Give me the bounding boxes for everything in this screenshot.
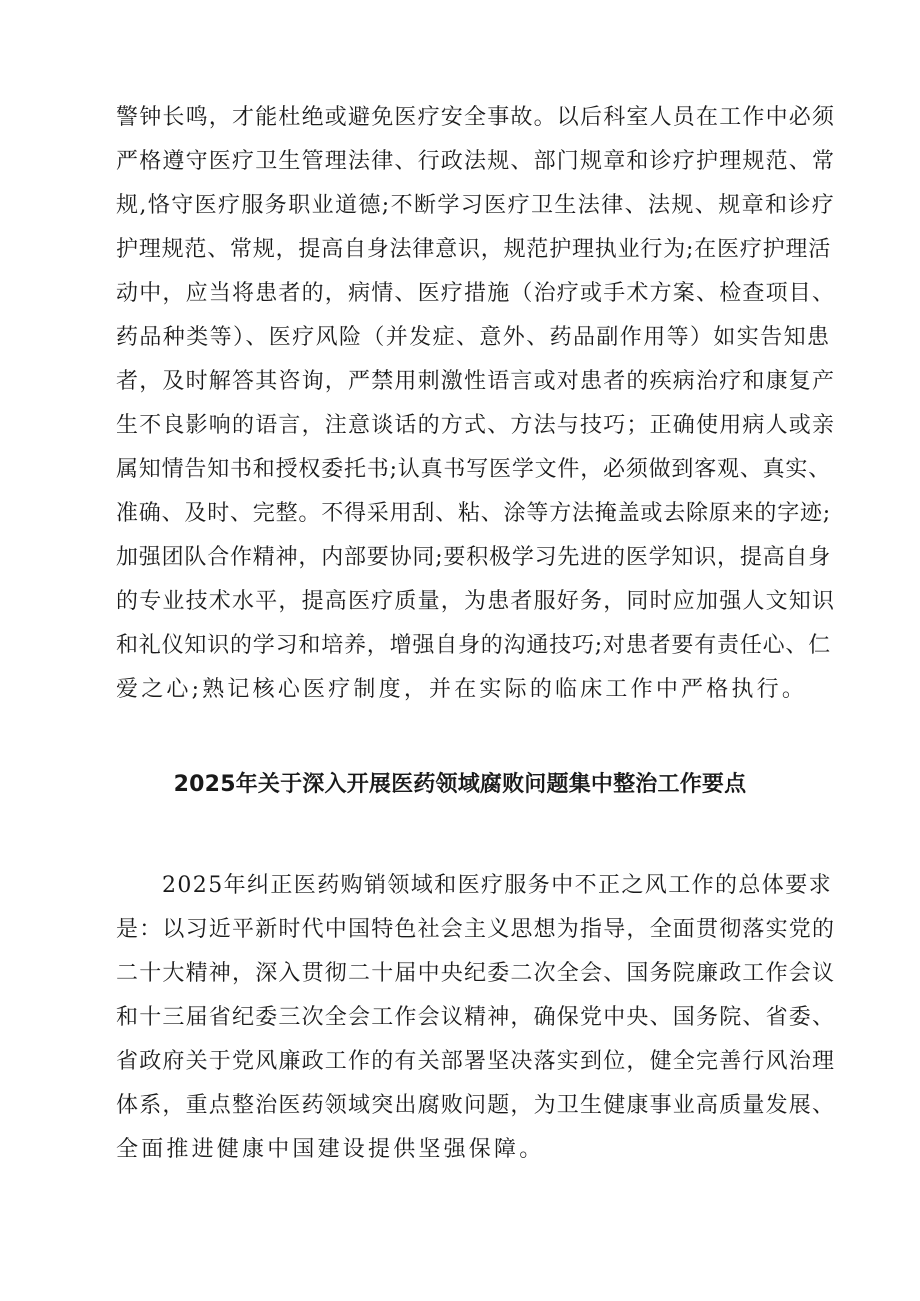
paragraph-line: 准确、及时、完整。不得采用刮、粘、涂等方法掩盖或去除原来的字迹; — [116, 501, 832, 526]
paragraph-line: 体系，重点整治医药领域突出腐败问题，为卫生健康事业高质量发展、 — [116, 1093, 836, 1118]
paragraph-line: 是：以习近平新时代中国特色社会主义思想为指导，全面贯彻落实党的 — [116, 917, 836, 942]
paragraph-line: 全面推进健康中国建设提供坚强保障。 — [116, 1137, 545, 1162]
paragraph-line: 二十大精神，深入贯彻二十届中央纪委二次全会、国务院廉政工作会议 — [116, 961, 836, 986]
paragraph-line: 生不良影响的语言，注意谈话的方式、方法与技巧；正确使用病人或亲 — [116, 413, 836, 438]
paragraph-line: 省政府关于党风廉政工作的有关部署坚决落实到位，健全完善行风治理 — [116, 1049, 836, 1074]
paragraph-line: 加强团队合作精神，内部要协同;要积极学习先进的医学知识，提高自身 — [116, 545, 832, 570]
paragraph-line: 护理规范、常规，提高自身法律意识，规范护理执业行为;在医疗护理活 — [116, 237, 832, 262]
paragraph-line: 的专业技术水平，提高医疗质量，为患者服好务，同时应加强人文知识 — [116, 589, 836, 614]
paragraph-line: 爱之心;熟记核心医疗制度，并在实际的临床工作中严格执行。 — [116, 677, 808, 702]
paragraph-line: 动中，应当将患者的，病情、医疗措施（治疗或手术方案、检查项目、 — [116, 281, 836, 306]
paragraph-line: 属知情告知书和授权委托书;认真书写医学文件，必须做到客观、真实、 — [116, 457, 832, 482]
paragraph-line: 严格遵守医疗卫生管理法律、行政法规、部门规章和诊疗护理规范、常 — [116, 149, 836, 174]
paragraph-line: 规,恪守医疗服务职业道德;不断学习医疗卫生法律、法规、规章和诊疗 — [116, 193, 836, 218]
paragraph-line: 者，及时解答其咨询，严禁用刺激性语言或对患者的疾病治疗和康复产 — [116, 369, 836, 394]
paragraph-line: 2025年纠正医药购销领域和医疗服务中不正之风工作的总体要求 — [162, 873, 832, 898]
paragraph-line: 和十三届省纪委三次全会工作会议精神，确保党中央、国务院、省委、 — [116, 1005, 836, 1030]
paragraph-line: 警钟长鸣，才能杜绝或避免医疗安全事故。以后科室人员在工作中必须 — [116, 105, 836, 130]
paragraph-line: 和礼仪知识的学习和培养，增强自身的沟通技巧;对患者要有责任心、仁 — [116, 633, 832, 658]
paragraph-line: 药品种类等）、医疗风险（并发症、意外、药品副作用等）如实告知患 — [116, 325, 831, 350]
section-title: 2025年关于深入开展医药领域腐败问题集中整治工作要点 — [173, 772, 747, 797]
